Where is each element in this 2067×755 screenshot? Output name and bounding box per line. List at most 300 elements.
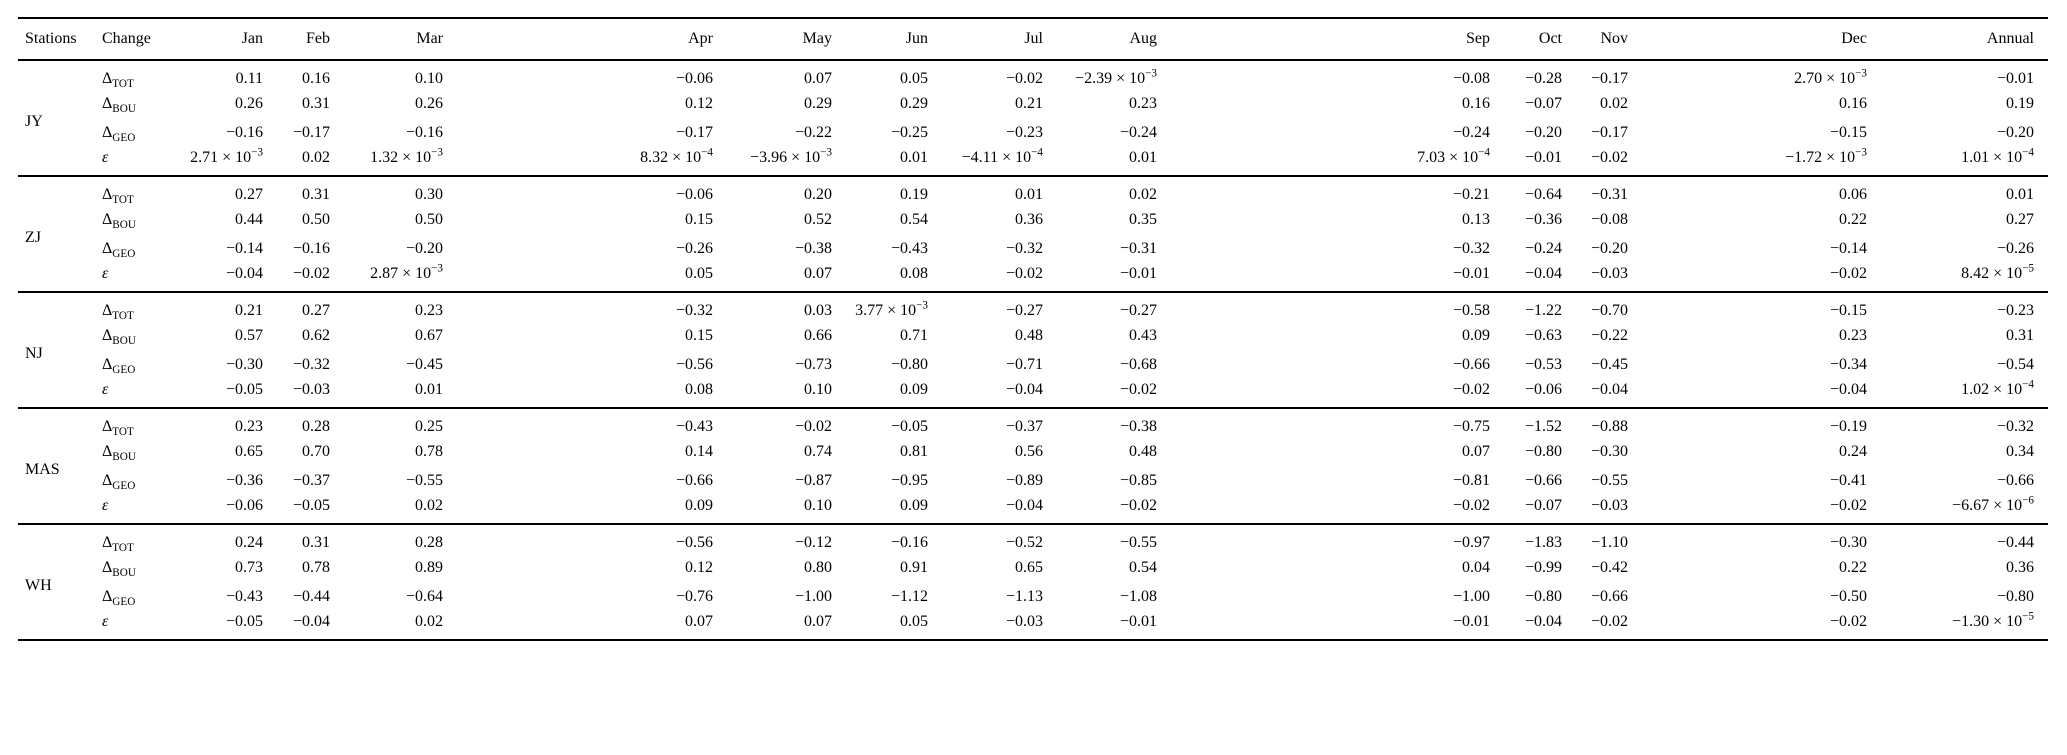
- value-cell: 0.31: [302, 533, 330, 551]
- value-cell: −0.04: [1524, 612, 1562, 630]
- value-cell: $3.77 \times 10^{-3}$: [855, 299, 928, 319]
- value-cell: $-4.11 \times 10^{-4}$: [961, 146, 1043, 166]
- column-header-stations: Stations: [25, 30, 77, 47]
- table-header: [18, 18, 2048, 60]
- value-cell: −0.70: [1590, 301, 1628, 319]
- value-cell: 0.48: [1015, 326, 1043, 344]
- table-row: [18, 611, 2048, 640]
- value-cell: 0.25: [415, 417, 443, 435]
- value-cell: −0.85: [1119, 471, 1157, 489]
- value-cell: −0.30: [1829, 533, 1867, 551]
- value-cell: 0.14: [685, 442, 713, 460]
- station-label: NJ: [25, 344, 43, 362]
- table-row: [18, 379, 2048, 408]
- table-row: [18, 234, 2048, 263]
- value-cell: 0.70: [302, 442, 330, 460]
- value-cell: −0.26: [1996, 239, 2034, 257]
- header-row: [18, 18, 2048, 60]
- value-cell: 0.28: [415, 533, 443, 551]
- value-cell: 0.78: [415, 442, 443, 460]
- value-cell: 0.05: [900, 69, 928, 87]
- value-cell: 0.78: [302, 558, 330, 576]
- value-cell: $8.42 \times 10^{-5}$: [1961, 262, 2034, 282]
- value-cell: 0.10: [415, 69, 443, 87]
- value-cell: −0.88: [1590, 417, 1628, 435]
- value-cell: −0.75: [1452, 417, 1490, 435]
- column-header-dec: Dec: [1841, 30, 1867, 47]
- change-label: $\Delta_{BOU}$: [102, 326, 136, 347]
- value-cell: −1.08: [1119, 587, 1157, 605]
- value-cell: −0.24: [1119, 123, 1157, 141]
- station-block-zj: [18, 176, 2048, 292]
- value-cell: −0.80: [1996, 587, 2034, 605]
- value-cell: 0.16: [1839, 94, 1867, 112]
- value-cell: −0.02: [1119, 496, 1157, 514]
- value-cell: −0.56: [675, 355, 713, 373]
- value-cell: 0.74: [804, 442, 832, 460]
- change-label: $\Delta_{GEO}$: [102, 123, 136, 144]
- value-cell: 0.73: [235, 558, 263, 576]
- value-cell: −0.71: [1005, 355, 1043, 373]
- value-cell: −0.36: [225, 471, 263, 489]
- value-cell: −0.04: [292, 612, 330, 630]
- value-cell: −0.55: [405, 471, 443, 489]
- value-cell: −0.16: [225, 123, 263, 141]
- value-cell: 0.23: [1129, 94, 1157, 112]
- value-cell: −0.04: [1005, 496, 1043, 514]
- column-header-may: May: [802, 30, 832, 47]
- value-cell: −0.32: [675, 301, 713, 319]
- value-cell: −0.66: [1452, 355, 1490, 373]
- value-cell: −0.20: [405, 239, 443, 257]
- value-cell: 0.01: [415, 380, 443, 398]
- value-cell: −0.20: [1996, 123, 2034, 141]
- value-cell: −0.04: [225, 264, 263, 282]
- value-cell: 0.26: [415, 94, 443, 112]
- value-cell: 0.10: [804, 496, 832, 514]
- table-row: [18, 408, 2048, 437]
- change-label: ε: [102, 612, 109, 630]
- change-label: $\Delta_{GEO}$: [102, 471, 136, 492]
- value-cell: $-6.67 \times 10^{-6}$: [1952, 494, 2034, 514]
- value-cell: −0.22: [1590, 326, 1628, 344]
- value-cell: −0.44: [1996, 533, 2034, 551]
- value-cell: 0.23: [235, 417, 263, 435]
- value-cell: −1.00: [1452, 587, 1490, 605]
- value-cell: −0.55: [1590, 471, 1628, 489]
- value-cell: 0.10: [804, 380, 832, 398]
- value-cell: 0.19: [2006, 94, 2034, 112]
- value-cell: 0.91: [900, 558, 928, 576]
- value-cell: 0.07: [804, 264, 832, 282]
- value-cell: −0.14: [225, 239, 263, 257]
- value-cell: −0.31: [1590, 185, 1628, 203]
- value-cell: $-2.39 \times 10^{-3}$: [1075, 67, 1157, 87]
- value-cell: −1.52: [1524, 417, 1562, 435]
- value-cell: −0.26: [675, 239, 713, 257]
- column-header-aug: Aug: [1129, 30, 1157, 47]
- value-cell: −0.42: [1590, 558, 1628, 576]
- value-cell: 0.48: [1129, 442, 1157, 460]
- value-cell: 0.07: [804, 69, 832, 87]
- value-cell: −0.38: [794, 239, 832, 257]
- value-cell: −0.16: [890, 533, 928, 551]
- value-cell: −0.64: [1524, 185, 1562, 203]
- value-cell: 0.36: [2006, 558, 2034, 576]
- value-cell: −1.83: [1524, 533, 1562, 551]
- change-label: $\Delta_{BOU}$: [102, 94, 136, 115]
- table-row: [18, 60, 2048, 89]
- column-header-annual: Annual: [1986, 30, 2034, 47]
- value-cell: −0.89: [1005, 471, 1043, 489]
- value-cell: −0.32: [1452, 239, 1490, 257]
- value-cell: −1.13: [1005, 587, 1043, 605]
- value-cell: −0.19: [1829, 417, 1867, 435]
- value-cell: −0.21: [1452, 185, 1490, 203]
- value-cell: −0.43: [890, 239, 928, 257]
- value-cell: 0.22: [1839, 210, 1867, 228]
- value-cell: 0.54: [900, 210, 928, 228]
- column-header-apr: Apr: [688, 30, 713, 47]
- value-cell: −0.02: [1452, 496, 1490, 514]
- value-cell: 0.30: [415, 185, 443, 203]
- value-cell: $8.32 \times 10^{-4}$: [640, 146, 713, 166]
- table-row: [18, 205, 2048, 234]
- value-cell: 0.62: [302, 326, 330, 344]
- value-cell: 0.12: [685, 558, 713, 576]
- value-cell: −0.34: [1829, 355, 1867, 373]
- value-cell: 0.31: [302, 94, 330, 112]
- value-cell: 0.08: [685, 380, 713, 398]
- change-label: $\Delta_{TOT}$: [102, 301, 134, 322]
- value-cell: −0.76: [675, 587, 713, 605]
- value-cell: 0.35: [1129, 210, 1157, 228]
- change-label: $\Delta_{TOT}$: [102, 417, 134, 438]
- value-cell: −0.36: [1524, 210, 1562, 228]
- change-label: ε: [102, 380, 109, 398]
- value-cell: −0.53: [1524, 355, 1562, 373]
- value-cell: 0.26: [235, 94, 263, 112]
- value-cell: $2.71 \times 10^{-3}$: [190, 146, 263, 166]
- column-header-jul: Jul: [1024, 30, 1043, 47]
- table-row: [18, 466, 2048, 495]
- value-cell: −0.23: [1005, 123, 1043, 141]
- value-cell: 0.05: [900, 612, 928, 630]
- value-cell: 0.05: [685, 264, 713, 282]
- station-label: ZJ: [25, 228, 41, 246]
- value-cell: −0.64: [405, 587, 443, 605]
- value-cell: 0.24: [1839, 442, 1867, 460]
- value-cell: −0.73: [794, 355, 832, 373]
- value-cell: −0.80: [890, 355, 928, 373]
- value-cell: −0.02: [1005, 264, 1043, 282]
- value-cell: −0.15: [1829, 123, 1867, 141]
- value-cell: −0.45: [1590, 355, 1628, 373]
- value-cell: −0.32: [1996, 417, 2034, 435]
- value-cell: −0.01: [1119, 612, 1157, 630]
- value-cell: 0.27: [302, 301, 330, 319]
- value-cell: −0.03: [1005, 612, 1043, 630]
- value-cell: −0.97: [1452, 533, 1490, 551]
- value-cell: −0.63: [1524, 326, 1562, 344]
- value-cell: −0.31: [1119, 239, 1157, 257]
- value-cell: 0.43: [1129, 326, 1157, 344]
- value-cell: 0.34: [2006, 442, 2034, 460]
- value-cell: −0.55: [1119, 533, 1157, 551]
- value-cell: −0.52: [1005, 533, 1043, 551]
- change-label: $\Delta_{GEO}$: [102, 587, 136, 608]
- value-cell: 0.07: [685, 612, 713, 630]
- value-cell: 0.21: [1015, 94, 1043, 112]
- table-row: [18, 147, 2048, 176]
- table-row: [18, 176, 2048, 205]
- value-cell: −0.66: [1524, 471, 1562, 489]
- value-cell: −0.04: [1829, 380, 1867, 398]
- station-block-nj: [18, 292, 2048, 408]
- table-row: [18, 524, 2048, 553]
- value-cell: $1.32 \times 10^{-3}$: [370, 146, 443, 166]
- value-cell: 0.09: [1462, 326, 1490, 344]
- value-cell: −0.32: [292, 355, 330, 373]
- change-label: $\Delta_{BOU}$: [102, 558, 136, 579]
- change-label: $\Delta_{TOT}$: [102, 533, 134, 554]
- value-cell: −0.30: [1590, 442, 1628, 460]
- value-cell: 0.20: [804, 185, 832, 203]
- value-cell: −0.24: [1452, 123, 1490, 141]
- value-cell: 0.16: [1462, 94, 1490, 112]
- value-cell: 0.09: [900, 380, 928, 398]
- table-row: [18, 89, 2048, 118]
- value-cell: −1.12: [890, 587, 928, 605]
- value-cell: −0.04: [1005, 380, 1043, 398]
- value-cell: −0.05: [225, 612, 263, 630]
- value-cell: $-3.96 \times 10^{-3}$: [750, 146, 832, 166]
- station-label: JY: [25, 112, 43, 130]
- column-header-jun: Jun: [905, 30, 928, 47]
- table-row: [18, 321, 2048, 350]
- value-cell: 0.19: [900, 185, 928, 203]
- value-cell: $1.02 \times 10^{-4}$: [1961, 378, 2034, 398]
- value-cell: −0.15: [1829, 301, 1867, 319]
- value-cell: −0.02: [292, 264, 330, 282]
- value-cell: −0.14: [1829, 239, 1867, 257]
- value-cell: −0.50: [1829, 587, 1867, 605]
- change-label: $\Delta_{TOT}$: [102, 185, 134, 206]
- value-cell: −0.01: [1996, 69, 2034, 87]
- change-label: $\Delta_{BOU}$: [102, 210, 136, 231]
- table-row: [18, 437, 2048, 466]
- value-cell: −0.80: [1524, 587, 1562, 605]
- table-row: [18, 553, 2048, 582]
- value-cell: 0.02: [1600, 94, 1628, 112]
- value-cell: 0.02: [415, 496, 443, 514]
- value-cell: −0.08: [1452, 69, 1490, 87]
- value-cell: 0.02: [415, 612, 443, 630]
- value-cell: −0.66: [675, 471, 713, 489]
- value-cell: −0.44: [292, 587, 330, 605]
- value-cell: −0.17: [675, 123, 713, 141]
- value-cell: −0.80: [1524, 442, 1562, 460]
- value-cell: 0.36: [1015, 210, 1043, 228]
- value-cell: −0.16: [405, 123, 443, 141]
- value-cell: 0.02: [1129, 185, 1157, 203]
- value-cell: 0.03: [804, 301, 832, 319]
- value-cell: −0.03: [1590, 264, 1628, 282]
- change-label: ε: [102, 264, 109, 282]
- value-cell: 0.44: [235, 210, 263, 228]
- value-cell: −0.25: [890, 123, 928, 141]
- value-cell: 0.09: [900, 496, 928, 514]
- column-header-mar: Mar: [416, 30, 443, 47]
- value-cell: −0.81: [1452, 471, 1490, 489]
- station-block-mas: [18, 408, 2048, 524]
- value-cell: 0.07: [804, 612, 832, 630]
- value-cell: 0.15: [685, 326, 713, 344]
- value-cell: −0.24: [1524, 239, 1562, 257]
- value-cell: 0.27: [235, 185, 263, 203]
- value-cell: −0.02: [794, 417, 832, 435]
- value-cell: −0.27: [1005, 301, 1043, 319]
- value-cell: −0.38: [1119, 417, 1157, 435]
- value-cell: −0.43: [675, 417, 713, 435]
- value-cell: −0.56: [675, 533, 713, 551]
- change-label: $\Delta_{TOT}$: [102, 69, 134, 90]
- value-cell: 0.22: [1839, 558, 1867, 576]
- value-cell: $-1.72 \times 10^{-3}$: [1785, 146, 1867, 166]
- value-cell: −1.00: [794, 587, 832, 605]
- value-cell: −0.05: [890, 417, 928, 435]
- value-cell: 0.21: [235, 301, 263, 319]
- value-cell: −0.05: [292, 496, 330, 514]
- value-cell: 0.52: [804, 210, 832, 228]
- value-cell: −0.30: [225, 355, 263, 373]
- value-cell: 0.67: [415, 326, 443, 344]
- value-cell: 0.12: [685, 94, 713, 112]
- value-cell: −0.17: [1590, 69, 1628, 87]
- value-cell: −0.02: [1590, 612, 1628, 630]
- value-cell: 0.01: [1129, 148, 1157, 166]
- value-cell: −0.07: [1524, 94, 1562, 112]
- value-cell: −0.66: [1590, 587, 1628, 605]
- table-row: [18, 118, 2048, 147]
- value-cell: −0.23: [1996, 301, 2034, 319]
- value-cell: −0.01: [1452, 612, 1490, 630]
- value-cell: −0.17: [1590, 123, 1628, 141]
- change-label: $\Delta_{BOU}$: [102, 442, 136, 463]
- value-cell: 0.15: [685, 210, 713, 228]
- column-header-jan: Jan: [241, 30, 263, 47]
- value-cell: $7.03 \times 10^{-4}$: [1417, 146, 1490, 166]
- value-cell: 0.56: [1015, 442, 1043, 460]
- value-cell: 0.71: [900, 326, 928, 344]
- value-cell: $1.01 \times 10^{-4}$: [1961, 146, 2034, 166]
- value-cell: −0.02: [1829, 612, 1867, 630]
- value-cell: −0.02: [1005, 69, 1043, 87]
- value-cell: −0.06: [225, 496, 263, 514]
- value-cell: −0.05: [225, 380, 263, 398]
- value-cell: $2.70 \times 10^{-3}$: [1794, 67, 1867, 87]
- station-label: MAS: [25, 460, 60, 478]
- column-header-feb: Feb: [306, 30, 330, 47]
- column-header-sep: Sep: [1466, 30, 1490, 47]
- value-cell: −0.37: [292, 471, 330, 489]
- station-block-jy: [18, 60, 2048, 176]
- value-cell: 0.27: [2006, 210, 2034, 228]
- value-cell: 0.09: [685, 496, 713, 514]
- value-cell: −1.22: [1524, 301, 1562, 319]
- value-cell: −0.16: [292, 239, 330, 257]
- value-cell: −0.06: [1524, 380, 1562, 398]
- table-row: [18, 582, 2048, 611]
- data-table: [18, 17, 2048, 641]
- value-cell: −0.04: [1590, 380, 1628, 398]
- value-cell: 0.31: [2006, 326, 2034, 344]
- value-cell: 0.29: [900, 94, 928, 112]
- table-row: [18, 495, 2048, 524]
- value-cell: −0.17: [292, 123, 330, 141]
- value-cell: $-1.30 \times 10^{-5}$: [1952, 610, 2034, 630]
- value-cell: 0.54: [1129, 558, 1157, 576]
- value-cell: −0.02: [1829, 496, 1867, 514]
- value-cell: −0.20: [1524, 123, 1562, 141]
- value-cell: −0.99: [1524, 558, 1562, 576]
- value-cell: 0.11: [235, 69, 263, 87]
- value-cell: 0.08: [900, 264, 928, 282]
- table-row: [18, 263, 2048, 292]
- value-cell: −0.95: [890, 471, 928, 489]
- table-row: [18, 292, 2048, 321]
- value-cell: −0.28: [1524, 69, 1562, 87]
- value-cell: −0.03: [292, 380, 330, 398]
- value-cell: 0.23: [415, 301, 443, 319]
- value-cell: −0.45: [405, 355, 443, 373]
- value-cell: −0.32: [1005, 239, 1043, 257]
- value-cell: −0.08: [1590, 210, 1628, 228]
- value-cell: 0.80: [804, 558, 832, 576]
- value-cell: −0.02: [1452, 380, 1490, 398]
- table-row: [18, 350, 2048, 379]
- change-label: ε: [102, 496, 109, 514]
- value-cell: 0.81: [900, 442, 928, 460]
- value-cell: −0.07: [1524, 496, 1562, 514]
- column-header-nov: Nov: [1600, 30, 1628, 47]
- value-cell: −0.01: [1452, 264, 1490, 282]
- value-cell: −0.12: [794, 533, 832, 551]
- value-cell: 0.16: [302, 69, 330, 87]
- value-cell: −0.02: [1119, 380, 1157, 398]
- value-cell: 0.29: [804, 94, 832, 112]
- value-cell: 0.02: [302, 148, 330, 166]
- value-cell: 0.07: [1462, 442, 1490, 460]
- value-cell: −0.04: [1524, 264, 1562, 282]
- value-cell: −0.06: [675, 69, 713, 87]
- value-cell: −0.02: [1590, 148, 1628, 166]
- column-header-change: Change: [102, 30, 151, 47]
- value-cell: −0.66: [1996, 471, 2034, 489]
- value-cell: 0.01: [1015, 185, 1043, 203]
- value-cell: 0.24: [235, 533, 263, 551]
- value-cell: −0.43: [225, 587, 263, 605]
- value-cell: 0.31: [302, 185, 330, 203]
- value-cell: 0.57: [235, 326, 263, 344]
- value-cell: −0.58: [1452, 301, 1490, 319]
- value-cell: −0.06: [675, 185, 713, 203]
- value-cell: −0.20: [1590, 239, 1628, 257]
- value-cell: 0.89: [415, 558, 443, 576]
- value-cell: −0.68: [1119, 355, 1157, 373]
- value-cell: −0.27: [1119, 301, 1157, 319]
- value-cell: −0.01: [1524, 148, 1562, 166]
